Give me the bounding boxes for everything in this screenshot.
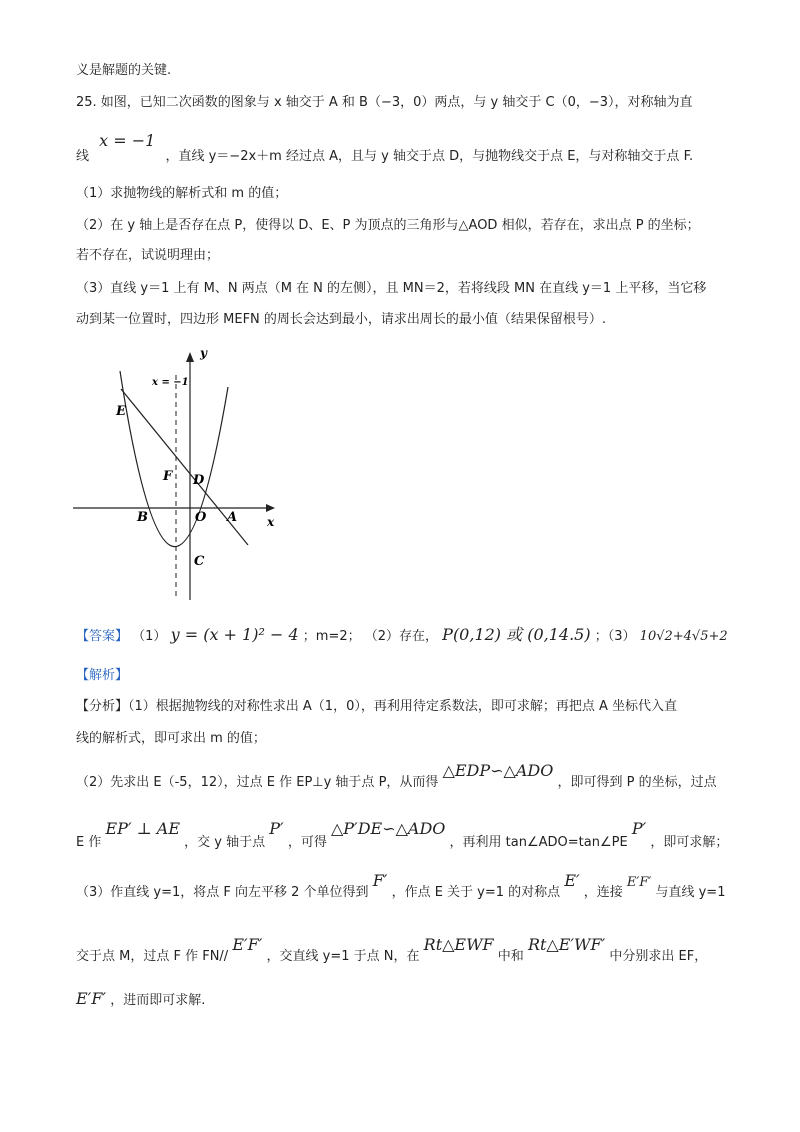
math-inline: EP′ ⊥ AE bbox=[105, 819, 181, 838]
text-fragment: ，连接 bbox=[583, 885, 623, 900]
text-fragment: ，交直线 y=1 于点 N，在 bbox=[266, 949, 420, 964]
text-fragment: 中和 bbox=[497, 949, 524, 964]
text-fragment: ，进而即可求解. bbox=[110, 993, 206, 1008]
text-fragment: 中分别求出 EF， bbox=[609, 949, 708, 964]
math-inline: E′F′ bbox=[232, 935, 263, 954]
math-inline: x = −1 bbox=[99, 131, 156, 150]
problem-25-line-1: 25. 如图，已知二次函数的图象与 x 轴交于 A 和 B（−3，0）两点，与 y 轴交于 C（0，−3），对称轴为直 bbox=[76, 95, 693, 110]
label-A: A bbox=[227, 510, 238, 525]
question-3-line-2: 动到某一位置时，四边形 MEFN 的周长会达到最小，请求出周长的最小值（结果保留根号）. bbox=[76, 312, 607, 327]
text-fragment: ，即可得到 P 的坐标，过点 bbox=[557, 775, 717, 790]
label-symmetry-axis: x = −1 bbox=[152, 377, 189, 388]
answer-equation-2: P(0,12) 或 (0,14.5) bbox=[442, 625, 591, 644]
math-inline: P′ bbox=[269, 819, 284, 838]
math-inline: △P′DE∽△ADO bbox=[330, 819, 446, 838]
label-C: C bbox=[194, 554, 205, 569]
math-inline: E′F′ bbox=[76, 989, 107, 1008]
text-fragment: （3）作直线 y=1，将点 F 向左平移 2 个单位得到 bbox=[76, 885, 369, 900]
question-3-line-1: （3）直线 y＝1 上有 M、N 两点（M 在 N 的左侧），且 MN＝2，若将线段 MN 在直线 y＝1 上平移，当它移 bbox=[76, 281, 707, 296]
analysis-line-3 bbox=[76, 761, 717, 792]
math-inline: E′ bbox=[564, 871, 580, 890]
answer-equation-1: y = (x + 1)² − 4 bbox=[170, 625, 299, 644]
text-fragment: ；（3） bbox=[594, 629, 636, 644]
label-F: F bbox=[163, 469, 173, 484]
math-inline: E′F′ bbox=[626, 875, 652, 890]
label-y: y bbox=[200, 346, 207, 360]
question-1: （1）求抛物线的解析式和 m 的值； bbox=[76, 186, 288, 201]
label-D: D bbox=[193, 473, 205, 488]
analysis-line-5 bbox=[76, 871, 726, 902]
text-fragment: ，作点 E 关于 y=1 的对称点 bbox=[391, 885, 561, 900]
label-x: x bbox=[267, 515, 275, 529]
analysis-line-6 bbox=[76, 935, 708, 966]
text-fragment: ，可得 bbox=[287, 835, 327, 850]
text-fragment: ；m=2； bbox=[302, 629, 361, 644]
analysis-line-4 bbox=[76, 819, 729, 852]
x-axis-arrow bbox=[266, 504, 275, 512]
label-B: B bbox=[137, 510, 148, 525]
question-2-line-1: （2）在 y 轴上是否存在点 P，使得以 D、E、P 为顶点的三角形与△AOD 相似，若存在，求出点 P 的坐标； bbox=[76, 218, 700, 233]
analysis-line-1: 【分析】（1）根据抛物线的对称性求出 A（1，0），再利用待定系数法，即可求解；再把点 A 坐标代入直 bbox=[76, 699, 677, 714]
text-fragment: ，再利用 tan∠ADO=tan∠PE bbox=[449, 835, 628, 850]
question-2-line-2: 若不存在，试说明理由； bbox=[76, 248, 220, 263]
text-fragment: （2）存在， bbox=[364, 629, 439, 644]
problem-25-line-2 bbox=[76, 131, 694, 166]
math-inline: Rt△EWF bbox=[423, 935, 494, 954]
analysis-line-2: 线的解析式，即可求出 m 的值； bbox=[76, 731, 266, 746]
text-line: 义是解题的关键. bbox=[76, 63, 172, 78]
text-fragment: 线 bbox=[76, 149, 90, 164]
text-fragment: ，交 y 轴于点 bbox=[184, 835, 266, 850]
text-fragment: 与直线 y=1 bbox=[655, 885, 726, 900]
analysis-line-7 bbox=[76, 990, 205, 1010]
answer-equation-3: 10√2+4√5+2 bbox=[639, 629, 728, 644]
text-fragment: E 作 bbox=[76, 835, 102, 850]
y-axis-arrow bbox=[186, 352, 194, 362]
text-fragment: （2）先求出 E（-5，12），过点 E 作 EP⊥y 轴于点 P，从而得 bbox=[76, 775, 439, 790]
math-inline: P′ bbox=[631, 819, 647, 838]
text-fragment: ，直线 y＝−2x＋m 经过点 A，且与 y 轴交于点 D，与抛物线交于点 E，与对称轴交于点 F. bbox=[165, 149, 694, 164]
answer-line bbox=[76, 626, 728, 646]
answer-tag: 【答案】 bbox=[76, 629, 129, 644]
parabola-figure bbox=[70, 345, 285, 605]
math-inline: Rt△E′WF′ bbox=[527, 935, 606, 954]
analysis-tag: 【解析】 bbox=[76, 668, 129, 683]
math-inline: △EDP∽△ADO bbox=[442, 761, 554, 780]
math-inline: F′ bbox=[372, 871, 388, 890]
text-fragment: ，即可求解； bbox=[650, 835, 729, 850]
text-fragment: （1） bbox=[132, 629, 167, 644]
label-E: E bbox=[116, 404, 126, 419]
label-O: O bbox=[195, 510, 207, 525]
text-fragment: 交于点 M，过点 F 作 FN// bbox=[76, 949, 229, 964]
